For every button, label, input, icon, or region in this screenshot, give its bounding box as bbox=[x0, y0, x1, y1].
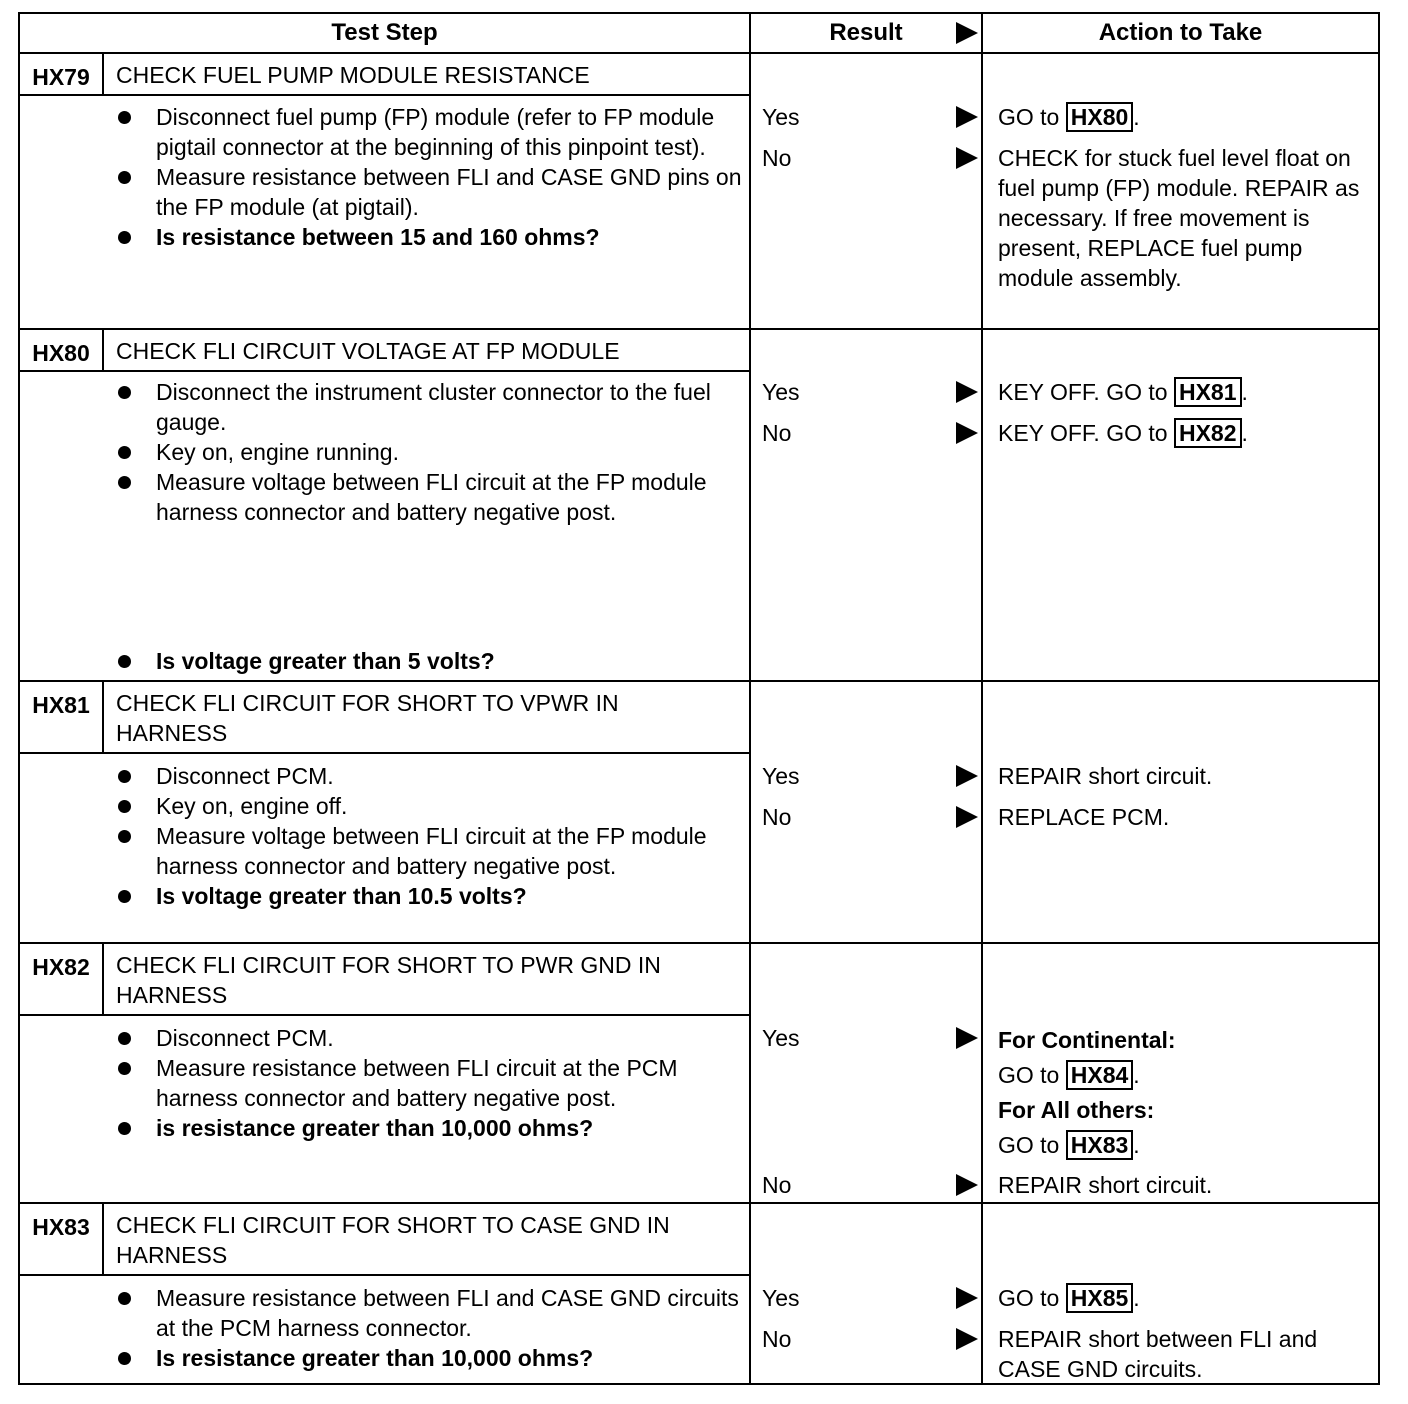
instruction-item: Key on, engine off. bbox=[110, 791, 750, 821]
step-hx82 bbox=[20, 944, 1378, 1202]
action-yes: KEY OFF. GO to HX81 . bbox=[998, 379, 1248, 405]
header-result: Result bbox=[829, 19, 903, 46]
step-reference[interactable]: HX84 bbox=[1066, 1060, 1134, 1090]
instruction-item: Disconnect PCM. bbox=[110, 761, 750, 791]
title-divider bbox=[20, 1014, 750, 1016]
arrow-right-icon bbox=[956, 1027, 978, 1049]
action-yes: REPAIR short circuit. bbox=[998, 763, 1213, 789]
step-reference[interactable]: HX82 bbox=[1174, 418, 1242, 448]
arrow-right-icon bbox=[956, 1287, 978, 1309]
step-question: Is voltage greater than 5 volts? bbox=[110, 646, 750, 676]
result-yes: Yes bbox=[762, 1285, 800, 1311]
result-yes: Yes bbox=[762, 763, 800, 789]
step-reference[interactable]: HX83 bbox=[1066, 1130, 1134, 1160]
step-hx79 bbox=[20, 54, 1378, 328]
title-divider bbox=[20, 370, 750, 372]
diagnostic-table bbox=[18, 12, 1380, 1385]
step-code: HX81 bbox=[32, 692, 90, 718]
step-reference[interactable]: HX85 bbox=[1066, 1283, 1134, 1313]
step-instructions bbox=[110, 377, 750, 527]
step-code: HX82 bbox=[32, 954, 90, 980]
result-yes: Yes bbox=[762, 1025, 800, 1051]
action-label: For All others: bbox=[998, 1097, 1155, 1123]
header-test-step: Test Step bbox=[331, 19, 438, 46]
arrow-right-icon bbox=[956, 106, 978, 128]
step-question: Is resistance between 15 and 160 ohms? bbox=[110, 222, 750, 252]
step-reference[interactable]: HX80 bbox=[1066, 102, 1134, 132]
step-question-list bbox=[110, 646, 750, 676]
action-line: GO to HX84 . bbox=[998, 1062, 1140, 1088]
code-divider bbox=[102, 682, 104, 752]
step-instructions bbox=[110, 102, 750, 252]
step-title: CHECK FUEL PUMP MODULE RESISTANCE bbox=[116, 62, 590, 88]
action-no: CHECK for stuck fuel level float on fuel pump (FP) module. REPAIR as necessary. If free movement is present, REPLACE fuel pump module assembly. bbox=[998, 145, 1360, 291]
step-instructions bbox=[110, 761, 750, 911]
instruction-item: Measure resistance between FLI circuit at the PCM harness connector and battery negative post. bbox=[110, 1053, 750, 1113]
arrow-right-icon bbox=[956, 381, 978, 403]
instruction-item: Key on, engine running. bbox=[110, 437, 750, 467]
action-no: KEY OFF. GO to HX82 . bbox=[998, 420, 1248, 446]
action-yes bbox=[998, 1023, 1378, 1163]
step-hx83 bbox=[20, 1204, 1378, 1383]
arrow-right-icon bbox=[956, 147, 978, 169]
instruction-item: Disconnect fuel pump (FP) module (refer to FP module pigtail connector at the beginning of this pinpoint test). bbox=[110, 102, 750, 162]
result-yes: Yes bbox=[762, 104, 800, 130]
instruction-item: Measure voltage between FLI circuit at the FP module harness connector and battery negative post. bbox=[110, 467, 750, 527]
action-yes: GO to HX80 . bbox=[998, 104, 1140, 130]
step-code: HX83 bbox=[32, 1214, 90, 1240]
code-divider bbox=[102, 330, 104, 370]
title-divider bbox=[20, 1274, 750, 1276]
action-label: For Continental: bbox=[998, 1027, 1176, 1053]
action-no: REPAIR short circuit. bbox=[998, 1172, 1213, 1198]
header-arrow-icon bbox=[956, 22, 978, 44]
step-instructions bbox=[110, 1283, 750, 1373]
step-question: Is voltage greater than 10.5 volts? bbox=[110, 881, 750, 911]
action-no: REPLACE PCM. bbox=[998, 804, 1170, 830]
action-yes: GO to HX85 . bbox=[998, 1285, 1140, 1311]
arrow-right-icon bbox=[956, 806, 978, 828]
title-divider bbox=[20, 752, 750, 754]
step-hx81 bbox=[20, 682, 1378, 942]
result-no: No bbox=[762, 420, 792, 446]
step-instructions bbox=[110, 1023, 750, 1143]
result-yes: Yes bbox=[762, 379, 800, 405]
step-hx80 bbox=[20, 330, 1378, 680]
code-divider bbox=[102, 54, 104, 94]
code-divider bbox=[102, 944, 104, 1014]
header-action: Action to Take bbox=[1098, 19, 1263, 46]
result-no: No bbox=[762, 804, 792, 830]
step-question: Is resistance greater than 10,000 ohms? bbox=[110, 1343, 750, 1373]
title-divider bbox=[20, 94, 750, 96]
step-title: CHECK FLI CIRCUIT FOR SHORT TO CASE GND IN HARNESS bbox=[116, 1212, 670, 1268]
result-no: No bbox=[762, 145, 792, 171]
instruction-item: Disconnect the instrument cluster connector to the fuel gauge. bbox=[110, 377, 750, 437]
arrow-right-icon bbox=[956, 1328, 978, 1350]
step-title: CHECK FLI CIRCUIT VOLTAGE AT FP MODULE bbox=[116, 338, 620, 364]
result-no: No bbox=[762, 1326, 792, 1352]
instruction-item: Disconnect PCM. bbox=[110, 1023, 750, 1053]
step-code: HX79 bbox=[32, 64, 90, 90]
arrow-right-icon bbox=[956, 1174, 978, 1196]
result-no: No bbox=[762, 1172, 792, 1198]
step-question: is resistance greater than 10,000 ohms? bbox=[110, 1113, 750, 1143]
action-no: REPAIR short between FLI and CASE GND circuits. bbox=[998, 1326, 1318, 1382]
step-title: CHECK FLI CIRCUIT FOR SHORT TO PWR GND IN HARNESS bbox=[116, 952, 661, 1008]
arrow-right-icon bbox=[956, 422, 978, 444]
code-divider bbox=[102, 1204, 104, 1274]
arrow-right-icon bbox=[956, 765, 978, 787]
instruction-item: Measure resistance between FLI and CASE GND pins on the FP module (at pigtail). bbox=[110, 162, 750, 222]
step-title: CHECK FLI CIRCUIT FOR SHORT TO VPWR IN HARNESS bbox=[116, 690, 619, 746]
instruction-item: Measure resistance between FLI and CASE GND circuits at the PCM harness connector. bbox=[110, 1283, 750, 1343]
action-line: GO to HX83 . bbox=[998, 1132, 1140, 1158]
instruction-item: Measure voltage between FLI circuit at the FP module harness connector and battery negative post. bbox=[110, 821, 750, 881]
step-reference[interactable]: HX81 bbox=[1174, 377, 1242, 407]
step-code: HX80 bbox=[32, 340, 90, 366]
